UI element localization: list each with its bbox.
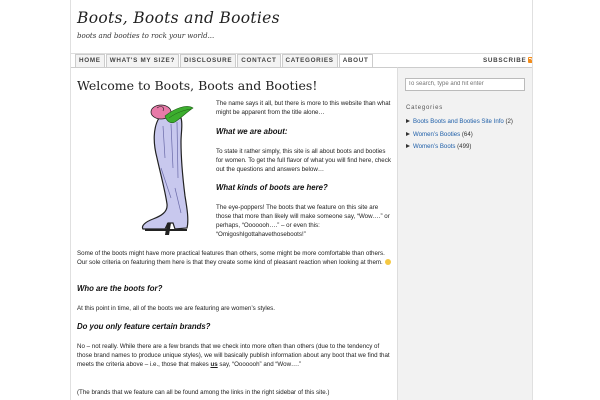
section-heading-about: What we are about: — [216, 127, 288, 136]
site-header — [71, 0, 532, 54]
category-link-womens-booties[interactable]: Women’s Booties — [413, 130, 461, 138]
intro-paragraph: The name says it all, but there is more to this website than what might be apparent from the title alone… — [216, 100, 391, 116]
list-item — [406, 116, 513, 129]
nav-item-home[interactable]: HOME — [75, 54, 105, 67]
nav-item-categories[interactable]: CATEGORIES — [282, 54, 338, 67]
categories-heading: Categories — [406, 105, 444, 111]
category-count: (64) — [461, 130, 473, 138]
section-heading-who: Who are the boots for? — [77, 284, 163, 293]
category-count: (499) — [457, 143, 472, 150]
search-input[interactable] — [405, 78, 525, 91]
smiley-icon — [385, 259, 391, 265]
paragraph-kinds: The eye-poppers! The boots that we feature on this site are those that more than likely will make someone say, “Wow….” or perhaps, “Ooooooh….” – or even this: “OmigoshIgottahavethoseboots!” — [216, 204, 390, 238]
bullet-icon — [406, 144, 410, 148]
main-nav — [75, 54, 374, 67]
boot-illustration — [131, 98, 209, 236]
paragraph-brands-text-a: No – not really. While there are a few brands that we check into more often than others (due to the tendency of those brand names to produce unique styles), we will basically publish information about any boot that we find that meets the criteria above – i.e., those that makes — [77, 343, 390, 368]
category-link-womens-boots[interactable]: Women’s Boots — [413, 143, 456, 150]
bullet-icon — [406, 132, 410, 136]
paragraph-brands-text-b: say, “Ooooooh” and “Wow….” — [217, 361, 302, 368]
nav-item-about[interactable]: ABOUT — [339, 54, 373, 68]
site-title[interactable]: Boots, Boots and Booties — [77, 9, 280, 27]
subscribe-label: SUBSCRIBE — [483, 57, 527, 64]
sidebar — [397, 67, 533, 400]
page-frame — [70, 0, 533, 400]
paragraph-brand-links: (The brands that we feature can all be found among the links in the right sidebar of this site.) — [77, 389, 330, 396]
emphasis-us: us — [210, 361, 218, 368]
rss-icon — [528, 57, 533, 63]
subscribe-link[interactable] — [483, 57, 533, 64]
category-link-site-info[interactable]: Boots Boots and Booties Site Info — [413, 118, 504, 125]
list-item — [406, 129, 513, 142]
site-tagline: boots and booties to rock your world... — [77, 32, 215, 40]
category-count: (2) — [505, 118, 513, 125]
list-item — [406, 141, 513, 154]
section-heading-kinds: What kinds of boots are here? — [216, 183, 328, 192]
paragraph-about: To state it rather simply, this site is all about boots and booties for women. To get the full flavor of what you will find here, check out the questions and answers below… — [216, 148, 391, 173]
main-content — [71, 67, 397, 400]
categories-list — [406, 116, 513, 154]
bullet-icon — [406, 119, 410, 123]
nav-item-contact[interactable]: CONTACT — [237, 54, 280, 67]
paragraph-who: At this point in time, all of the boots we are featuring are women’s styles. — [77, 305, 275, 312]
nav-item-disclosure[interactable]: DISCLOSURE — [180, 54, 236, 67]
nav-item-whats-my-size[interactable]: WHAT'S MY SIZE? — [106, 54, 179, 67]
paragraph-brands — [77, 342, 393, 369]
paragraph-practical-text: Some of the boots might have more practical features than others, some might be more comfortable than others. Our sole criteria on featuring them here is that they create some kind of pleasant reaction when looking at them. — [77, 250, 385, 266]
section-heading-brands: Do you only feature certain brands? — [77, 322, 211, 331]
post-title: Welcome to Boots, Boots and Booties! — [77, 78, 318, 93]
paragraph-practical — [77, 249, 393, 267]
